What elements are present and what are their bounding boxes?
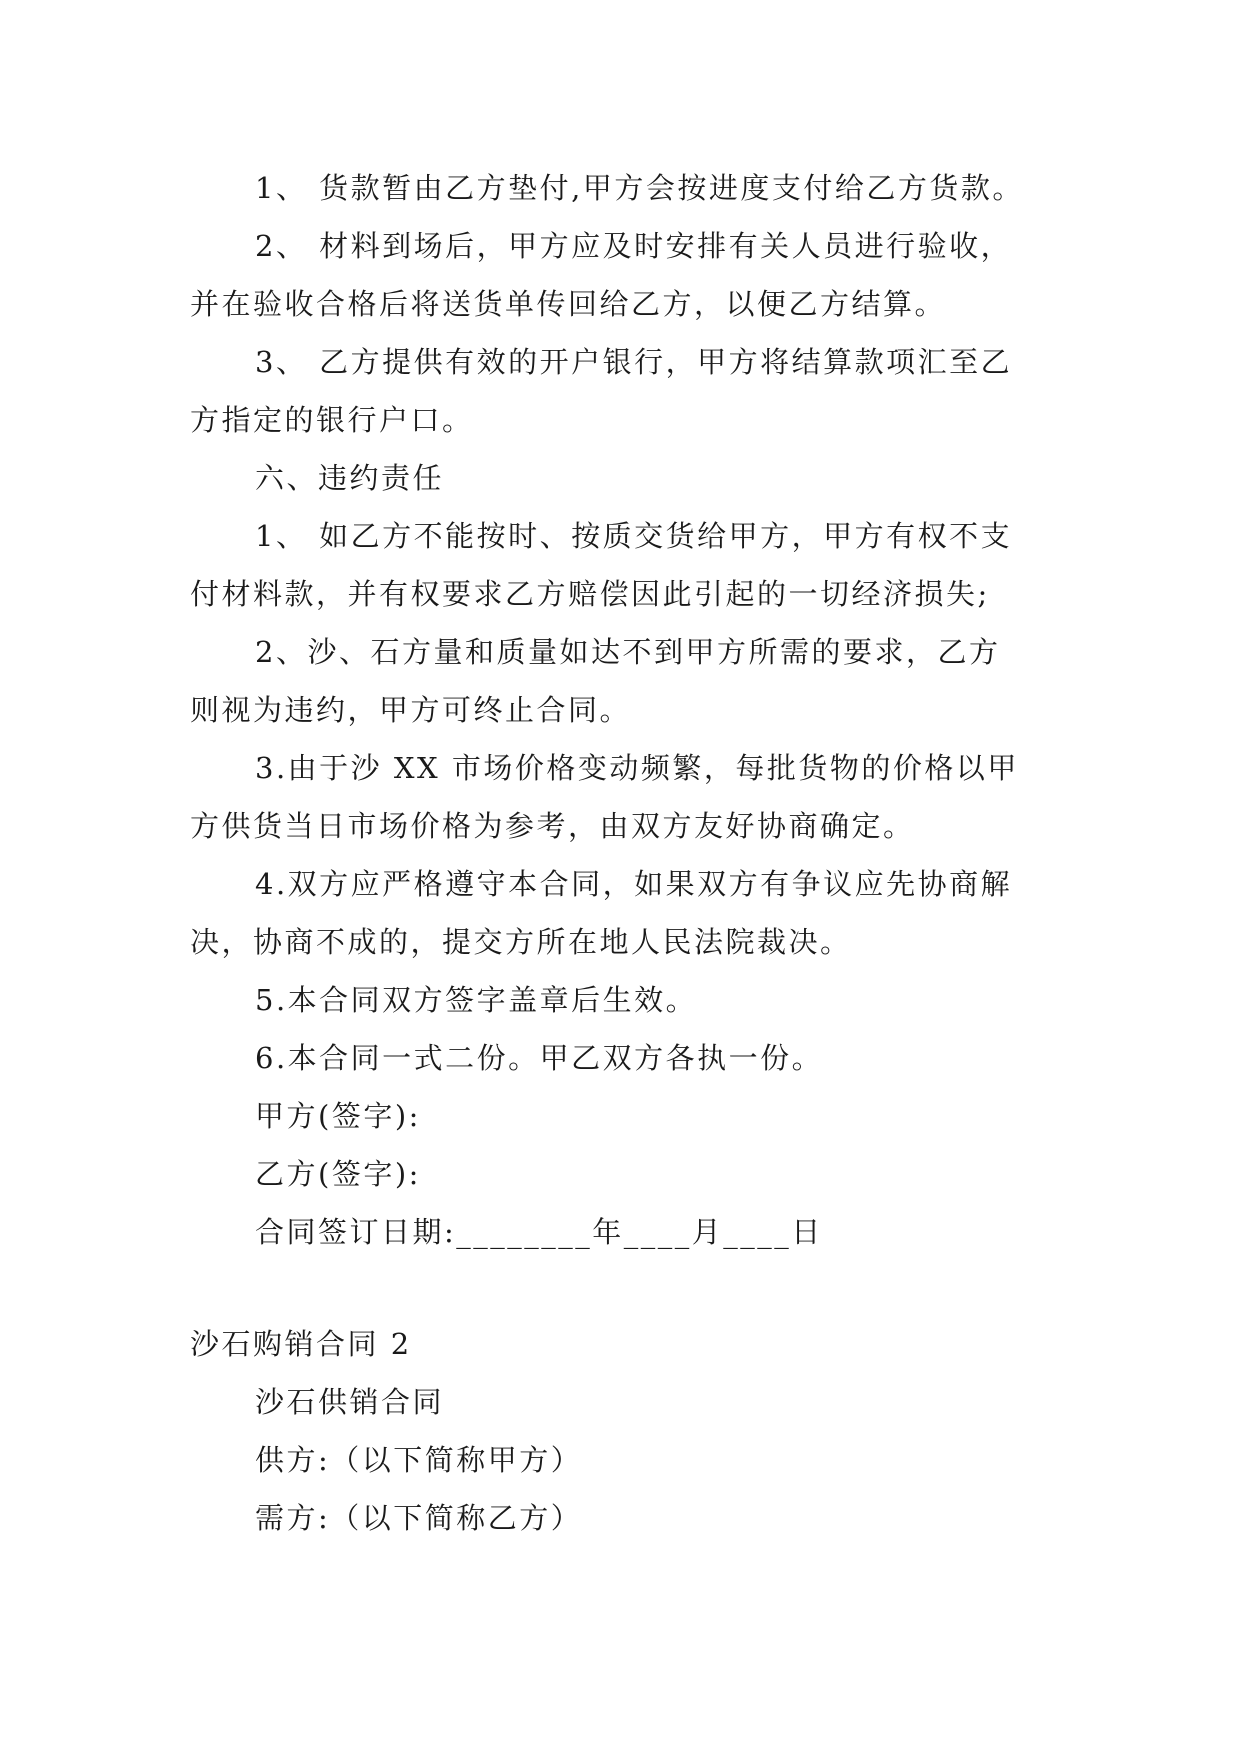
clause-payment-3: 3、 乙方提供有效的开户银行，甲方将结算款项汇至乙 (255, 345, 1013, 379)
clause-liability-3-cont: 方供货当日市场价格为参考，由双方友好协商确定。 (190, 809, 915, 843)
clause-liability-2-cont: 则视为违约，甲方可终止合同。 (190, 693, 632, 727)
clause-payment-1: 1、 货款暂由乙方垫付,甲方会按进度支付给乙方货款。 (255, 171, 1024, 205)
signing-date: 合同签订日期:________年____月____日 (255, 1215, 823, 1249)
clause-liability-1-cont: 付材料款，并有权要求乙方赔偿因此引起的一切经济损失; (190, 577, 990, 611)
clause-payment-2-cont: 并在验收合格后将送货单传回给乙方，以便乙方结算。 (190, 287, 947, 321)
clause-liability-6: 6.本合同一式二份。甲乙双方各执一份。 (255, 1041, 824, 1075)
clause-liability-4-cont: 决，协商不成的，提交方所在地人民法院裁决。 (190, 925, 852, 959)
clause-payment-3-cont: 方指定的银行户口。 (190, 403, 474, 437)
second-contract-subtitle: 沙石供销合同 (255, 1385, 445, 1419)
signature-party-b: 乙方(签字): (255, 1157, 421, 1191)
clause-liability-4: 4.双方应严格遵守本合同，如果双方有争议应先协商解 (255, 867, 1013, 901)
clause-liability-2: 2、沙、石方量和质量如达不到甲方所需的要求，乙方 (255, 635, 1001, 669)
section-heading-liability: 六、违约责任 (255, 461, 445, 495)
signature-party-a: 甲方(签字): (255, 1099, 421, 1133)
buyer-line: 需方:（以下简称乙方） (255, 1501, 583, 1535)
clause-payment-2: 2、 材料到场后，甲方应及时安排有关人员进行验收， (255, 229, 1013, 263)
second-contract-title: 沙石购销合同 2 (190, 1327, 412, 1361)
supplier-line: 供方:（以下简称甲方） (255, 1443, 583, 1477)
clause-liability-1: 1、 如乙方不能按时、按质交货给甲方，甲方有权不支 (255, 519, 1013, 553)
clause-liability-3: 3.由于沙 XX 市场价格变动频繁，每批货物的价格以甲 (255, 751, 1019, 785)
clause-liability-5: 5.本合同双方签字盖章后生效。 (255, 983, 698, 1017)
